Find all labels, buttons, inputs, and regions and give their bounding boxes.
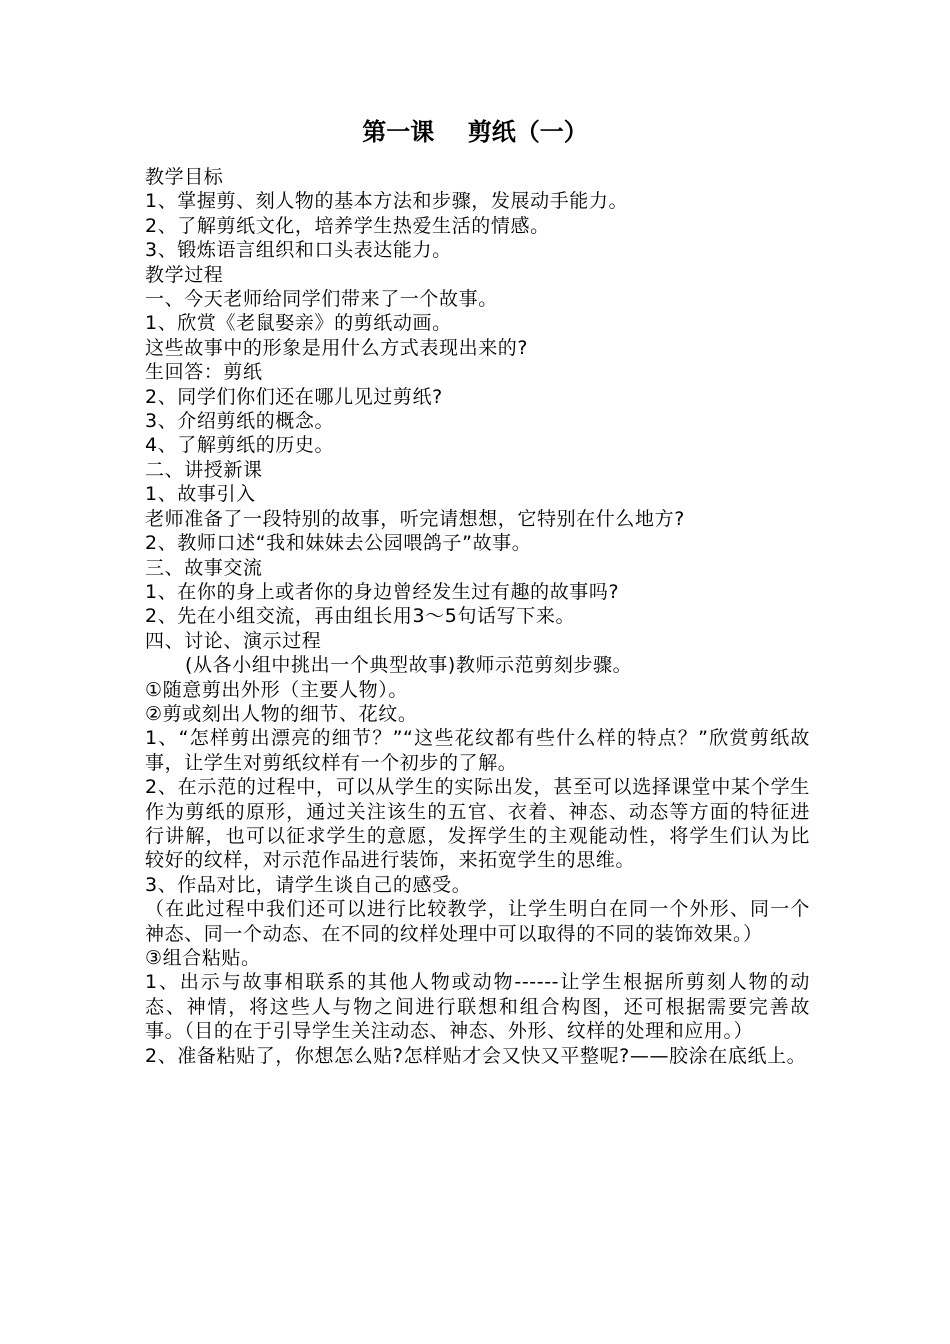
page-title: 第一课 剪纸（一） xyxy=(362,118,588,146)
section-heading: 教学目标 xyxy=(145,166,224,188)
text-paragraph: 1、“怎样剪出漂亮的细节？”“这些花纹都有些什么样的特点？”欣赏剪纸故事，让学生对剪纸纹样有一个初步的了解。 xyxy=(145,727,810,774)
step-item: ①随意剪出外形（主要人物）。 xyxy=(145,678,408,701)
text-line: 2、教师口述“我和妹妹去公园喂鸽子”故事。 xyxy=(145,532,532,555)
section-heading: 教学过程 xyxy=(145,263,224,286)
text-line: 3、作品对比，请学生谈自己的感受。 xyxy=(145,873,472,896)
text-line: 1、故事引入 xyxy=(145,483,256,506)
section-heading: 三、故事交流 xyxy=(145,556,263,579)
text-paragraph: 2、准备粘贴了，你想怎么贴?怎样贴才会又快又平整呢?——胶涂在底纸上。 xyxy=(145,1044,807,1067)
text-paragraph: 2、在示范的过程中，可以从学生的实际出发，甚至可以选择课堂中某个学生作为剪纸的原形，通过关注该生的五官、衣着、神态、动态等方面的特征进行讲解，也可以征求学生的意愿，发挥学生的主观能动性，将学生们认为比较好的纹样，对示范作品进行装饰，来拓宽学生的思维。 xyxy=(145,776,810,872)
document-body xyxy=(145,165,810,1068)
text-line: 2、同学们你们还在哪儿见过剪纸? xyxy=(145,385,443,408)
text-line: (从各小组中挑出一个典型故事)教师示范剪刻步骤。 xyxy=(185,654,633,677)
text-paragraph: （在此过程中我们还可以进行比较教学，让学生明白在同一个外形、同一个神态、同一个动态、在不同的纹样处理中可以取得的不同的装饰效果。） xyxy=(145,898,810,945)
text-line: 3、锻炼语言组织和口头表达能力。 xyxy=(145,239,452,262)
section-heading: 四、讨论、演示过程 xyxy=(145,629,322,652)
text-line: 老师准备了一段特别的故事，听完请想想，它特别在什么地方? xyxy=(145,507,685,530)
text-line: 1、掌握剪、刻人物的基本方法和步骤，发展动手能力。 xyxy=(145,190,629,213)
text-line: 一、今天老师给同学们带来了一个故事。 xyxy=(145,288,498,311)
text-line: 1、欣赏《老鼠娶亲》的剪纸动画。 xyxy=(145,312,452,335)
text-line: 2、了解剪纸文化，培养学生热爱生活的情感。 xyxy=(145,214,550,237)
text-line: 生回答：剪纸 xyxy=(145,361,263,384)
text-line: 1、在你的身上或者你的身边曾经发生过有趣的故事吗? xyxy=(145,580,620,603)
text-paragraph: 1、出示与故事相联系的其他人物或动物------让学生根据所剪刻人物的动态、神情，将这些人与物之间进行联想和组合构图，还可根据需要完善故事。（目的在于引导学生关注动态、神态、外形、纹样的处理和应用。） xyxy=(145,971,810,1043)
text-line: 4、了解剪纸的历史。 xyxy=(145,434,335,457)
step-item: ②剪或刻出人物的细节、花纹。 xyxy=(145,702,418,725)
text-line: 3、介绍剪纸的概念。 xyxy=(145,410,335,433)
text-line: 这些故事中的形象是用什么方式表现出来的? xyxy=(145,336,529,359)
text-line: 2、先在小组交流，再由组长用3～5句话写下来。 xyxy=(145,605,576,628)
step-item: ③组合粘贴。 xyxy=(145,947,261,969)
section-heading: 二、讲授新课 xyxy=(145,458,263,481)
